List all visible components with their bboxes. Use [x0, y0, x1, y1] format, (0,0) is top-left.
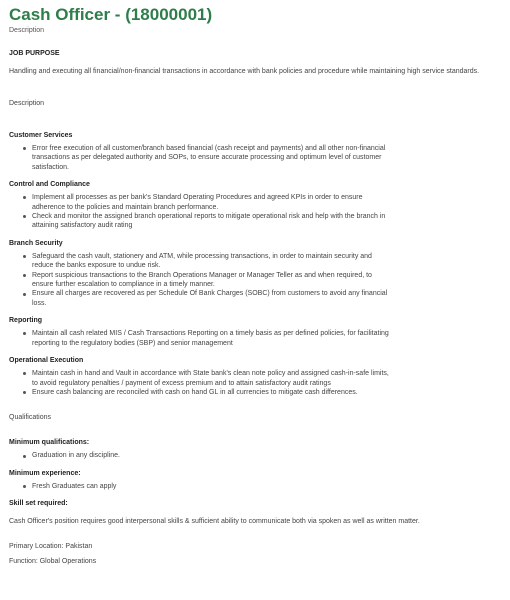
section-heading: Minimum qualifications: [9, 439, 90, 447]
qualifications-label: Qualifications [9, 414, 52, 422]
section-min-experience [9, 469, 501, 491]
list-item: Ensure all charges are recovered as per Schedule Of Bank Charges (SOBC) from customers to avoid any financial loss. [32, 289, 390, 308]
page-subtitle: Description [9, 27, 45, 34]
job-function: Function: Global Operations [9, 558, 97, 566]
list-item: Safeguard the cash vault, stationery and ATM, while processing transactions, in order to maintain security and reduce the banks exposure to undue risk. [32, 252, 390, 271]
section-list [9, 482, 501, 491]
list-item: Report suspicious transactions to the Branch Operations Manager or Manager Teller as and when required, to ensure further escalation to compliance in a timely manner. [32, 271, 390, 290]
primary-location: Primary Location: Pakistan [9, 543, 93, 551]
section-customer-services [9, 131, 501, 172]
section-list [9, 369, 501, 397]
section-operational-execution [9, 356, 501, 397]
section-reporting [9, 316, 501, 348]
list-item: Maintain all cash related MIS / Cash Transactions Reporting on a timely basis as per defined policies, for facilitating reporting to the regulatory bodies (SBP) and senior management [32, 330, 389, 347]
description-label: Description [9, 100, 45, 107]
list-item: Implement all processes as per bank's Standard Operating Procedures and agreed KPIs in order to ensure adherence to the policies and maintain branch performance. [32, 193, 390, 212]
section-list [9, 329, 501, 348]
section-heading: Branch Security [9, 239, 63, 247]
section-heading: Control and Compliance [9, 181, 90, 189]
section-heading: Operational Execution [9, 357, 84, 365]
list-item: Ensure cash balancing are reconciled with cash on hand GL in all currencies to mitigate cash differences. [32, 388, 390, 397]
section-control-compliance [9, 180, 501, 231]
list-item: Fresh Graduates can apply [32, 482, 390, 491]
list-item: Maintain cash in hand and Vault in accordance with State bank's clean note policy and assigned cash-in-safe limits, to avoid regulatory penalties / payment of excess premium and to attain satisfactory audit ratings [32, 370, 389, 387]
job-purpose-text: Handling and executing all financial/non-financial transactions in accordance with bank policies and procedure while maintaining high service standards. [9, 68, 480, 75]
section-min-qualifications [9, 438, 501, 460]
section-branch-security [9, 239, 501, 308]
section-list [9, 144, 501, 172]
skills-heading: Skill set required: [9, 500, 68, 508]
list-item: Graduation in any discipline. [32, 451, 390, 460]
skills-text: Cash Officer's position requires good interpersonal skills & sufficient ability to communicate both via spoken as well as written matter. [9, 518, 420, 526]
page-title: Cash Officer - (18000001) [9, 5, 213, 24]
section-heading: Reporting [9, 317, 43, 325]
section-list [9, 193, 501, 231]
section-list [9, 252, 501, 308]
section-heading: Minimum experience: [9, 469, 81, 477]
list-item: Error free execution of all customer/branch based financial (cash receipt and payments) and all other non-financial transactions as per delegated authority and SOPs, to ensure accurate processing and optimum level of customer satisfaction. [32, 144, 390, 172]
section-list [9, 451, 501, 460]
job-purpose-heading: JOB PURPOSE [9, 50, 60, 57]
list-item: Check and monitor the assigned branch operational reports to mitigate operational risk and help with the branch in attaining satisfactory audit rating [32, 212, 390, 231]
section-heading: Customer Services [9, 132, 73, 139]
